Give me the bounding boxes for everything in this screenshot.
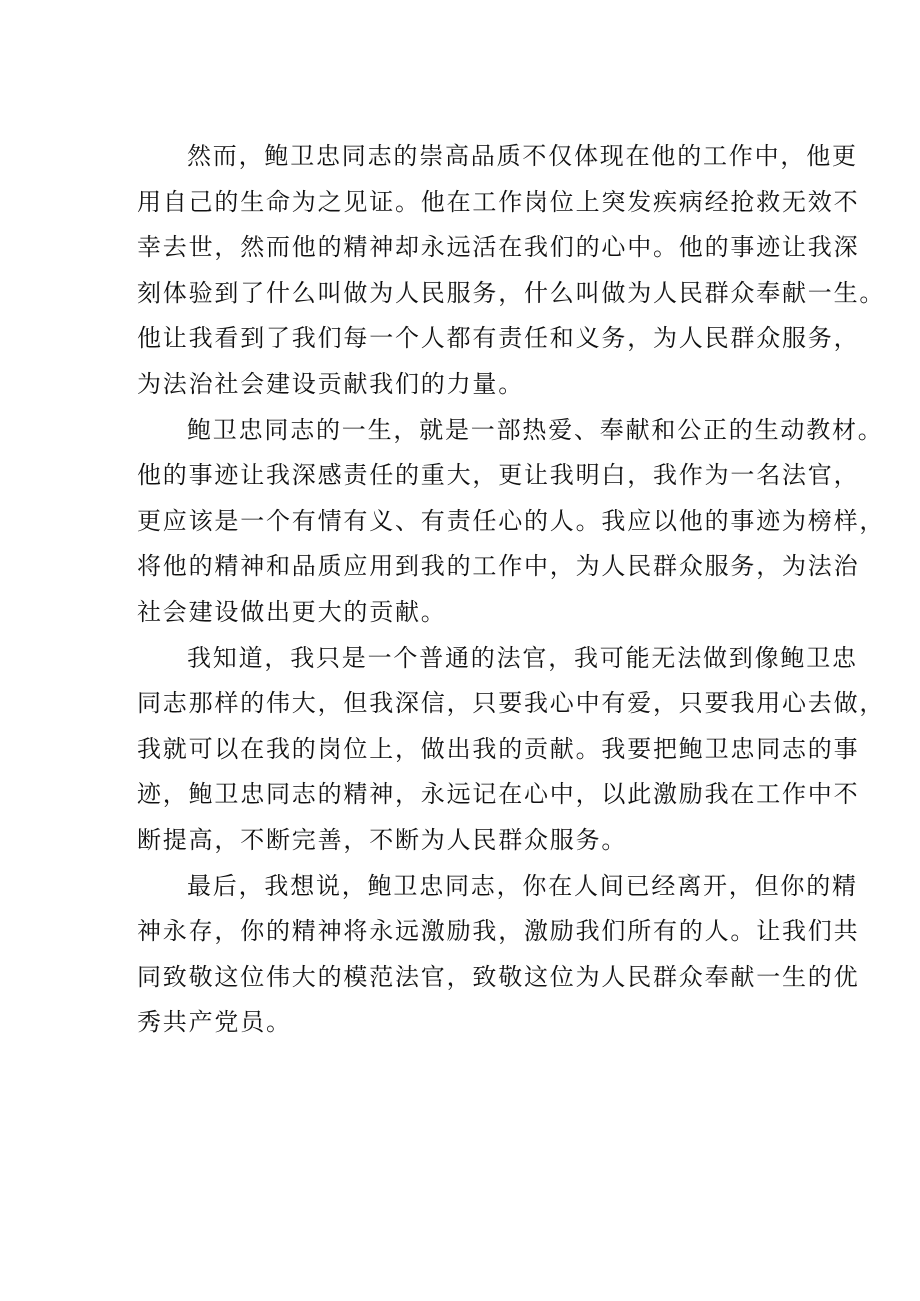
text-line: 我就可以在我的岗位上，做出我的贡献。我要把鲍卫忠同志的事 <box>137 734 860 763</box>
text-line: 社会建设做出更大的贡献。 <box>137 597 447 626</box>
text-line: 我知道，我只是一个普通的法官，我可能无法做到像鲍卫忠 <box>187 643 858 672</box>
text-line: 他让我看到了我们每一个人都有责任和义务，为人民群众服务， <box>137 324 860 353</box>
paragraph <box>137 134 886 408</box>
text-line: 神永存，你的精神将永远激励我，激励我们所有的人。让我们共 <box>137 917 860 946</box>
text-line: 鲍卫忠同志的一生，就是一部热爱、奉献和公正的生动教材。 <box>187 415 884 444</box>
text-line: 将他的精神和品质应用到我的工作中，为人民群众服务，为法治 <box>137 552 860 581</box>
document-body <box>137 134 886 1046</box>
text-line: 最后，我想说，鲍卫忠同志，你在人间已经离开，但你的精 <box>187 871 858 900</box>
text-line: 刻体验到了什么叫做为人民服务，什么叫做为人民群众奉献一生。 <box>137 278 886 307</box>
text-line: 同志那样的伟大，但我深信，只要我心中有爱，只要我用心去做， <box>137 689 886 718</box>
text-line: 迹，鲍卫忠同志的精神，永远记在心中，以此激励我在工作中不 <box>137 780 860 809</box>
text-line: 用自己的生命为之见证。他在工作岗位上突发疾病经抢救无效不 <box>137 187 860 216</box>
paragraph <box>137 408 886 636</box>
text-line: 然而，鲍卫忠同志的崇高品质不仅体现在他的工作中，他更 <box>187 142 858 170</box>
text-line: 他的事迹让我深感责任的重大，更让我明白，我作为一名法官， <box>137 461 860 490</box>
text-line: 秀共产党员。 <box>137 1008 292 1037</box>
text-line: 同致敬这位伟大的模范法官，致敬这位为人民群众奉献一生的优 <box>137 962 860 991</box>
text-line: 更应该是一个有情有义、有责任心的人。我应以他的事迹为榜样， <box>137 506 886 535</box>
paragraph <box>137 636 886 864</box>
text-line: 断提高，不断完善，不断为人民群众服务。 <box>137 825 628 854</box>
text-line: 为法治社会建设贡献我们的力量。 <box>137 369 524 398</box>
text-line: 幸去世，然而他的精神却永远活在我们的心中。他的事迹让我深 <box>137 233 860 262</box>
paragraph <box>137 864 860 1046</box>
